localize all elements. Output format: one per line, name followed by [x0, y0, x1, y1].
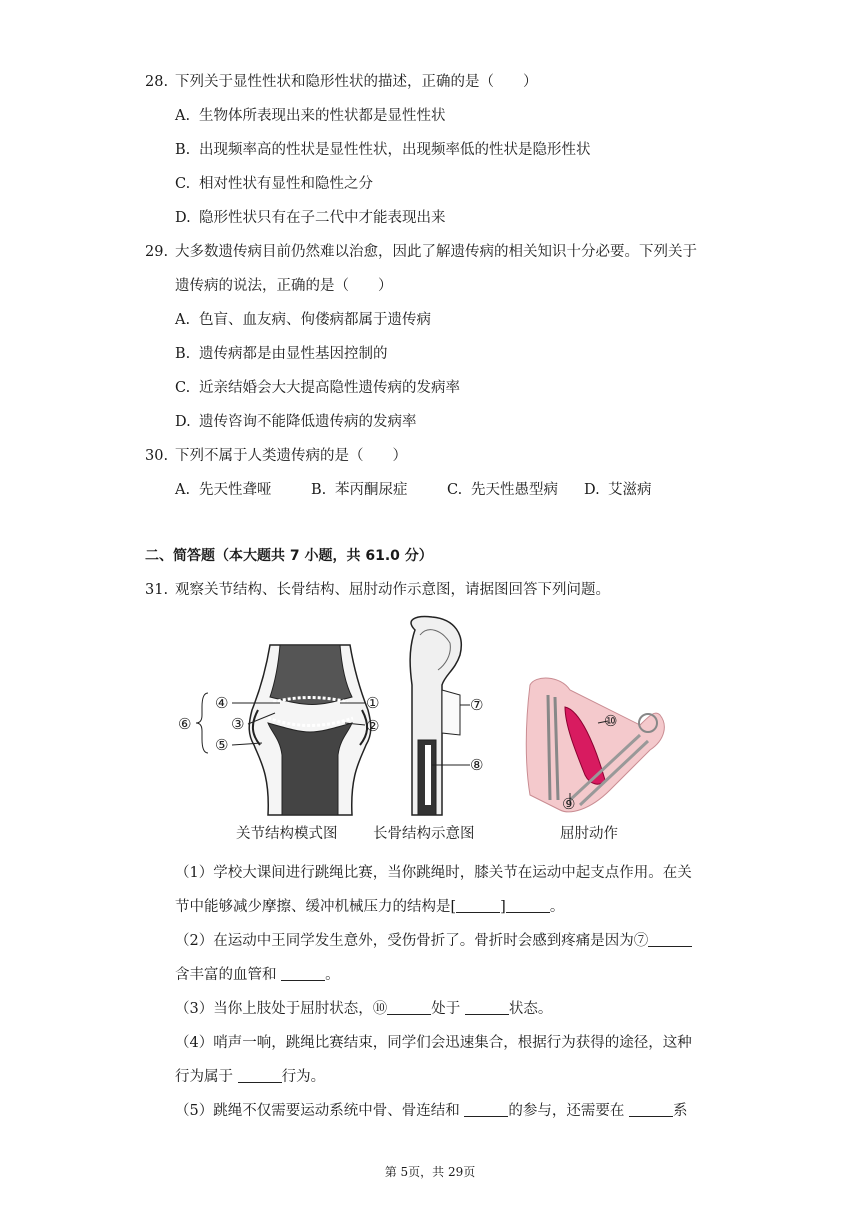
- mark-4: ④: [215, 694, 229, 712]
- subquestion-1: （1）学校大课间进行跳绳比赛，当你跳绳时，膝关节在运动中起支点作用。在关: [175, 865, 692, 881]
- option-b: B. 苯丙酮尿症: [311, 482, 408, 498]
- option-c: C. 先天性愚型病: [447, 482, 558, 498]
- question-stem: 观察关节结构、长骨结构、屈肘动作示意图，请据图回答下列问题。: [175, 582, 610, 598]
- mark-8: ⑧: [470, 756, 484, 774]
- subquestion-4-cont: 行为属于 行为。: [175, 1069, 326, 1085]
- option-c: C. 相对性状有显性和隐性之分: [175, 176, 373, 192]
- answer-blank[interactable]: [465, 1000, 509, 1015]
- option-b: B. 出现频率高的性状是显性性状，出现频率低的性状是隐形性状: [175, 142, 591, 158]
- answer-blank[interactable]: [629, 1102, 673, 1117]
- caption-joint: 关节结构模式图: [236, 826, 338, 842]
- elbow-flexion-diagram: [526, 678, 664, 812]
- question-stem: 大多数遗传病目前仍然难以治愈，因此了解遗传病的相关知识十分必要。下列关于: [175, 244, 697, 260]
- mark-5: ⑤: [215, 736, 229, 754]
- mark-2: ②: [366, 717, 380, 735]
- long-bone-diagram: [410, 617, 470, 815]
- section-heading: 二、简答题（本大题共 7 小题，共 61.0 分）: [145, 548, 433, 564]
- question-stem: 下列关于显性性状和隐形性状的描述，正确的是（ ）: [175, 74, 538, 90]
- subquestion-3: （3）当你上肢处于屈肘状态，⑩ 处于 状态。: [175, 1001, 553, 1017]
- question-30: [145, 446, 407, 466]
- question-number: 29.: [145, 244, 169, 260]
- mark-3: ③: [231, 715, 245, 733]
- answer-blank[interactable]: [387, 1000, 431, 1015]
- anatomy-figure: [170, 615, 710, 850]
- mark-6: ⑥: [178, 715, 192, 733]
- subquestion-2: （2）在运动中王同学发生意外，受伤骨折了。骨折时会感到疼痛是因为⑦: [175, 931, 692, 951]
- subquestion-2-cont: 含丰富的血管和 。: [175, 967, 340, 983]
- subquestion-5: （5）跳绳不仅需要运动系统中骨、骨连结和 的参与，还需要在 系: [175, 1103, 688, 1119]
- question-31: [145, 580, 610, 600]
- answer-blank[interactable]: [648, 932, 692, 947]
- answer-blank[interactable]: [456, 898, 500, 913]
- answer-blank[interactable]: [506, 898, 550, 913]
- answer-blank[interactable]: [238, 1068, 282, 1083]
- answer-blank[interactable]: [281, 966, 325, 981]
- caption-elbow: 屈肘动作: [560, 826, 618, 842]
- question-stem: 下列不属于人类遗传病的是（ ）: [175, 448, 407, 464]
- option-d: D. 遗传咨询不能降低遗传病的发病率: [175, 414, 417, 430]
- option-d: D. 艾滋病: [584, 482, 652, 498]
- question-number: 31.: [145, 582, 169, 598]
- page-footer: 第 5页，共 29页: [384, 1165, 476, 1179]
- option-d: D. 隐形性状只有在子二代中才能表现出来: [175, 210, 446, 226]
- option-c: C. 近亲结婚会大大提高隐性遗传病的发病率: [175, 380, 460, 396]
- option-b: B. 遗传病都是由显性基因控制的: [175, 346, 388, 362]
- question-number: 30.: [145, 448, 169, 464]
- answer-blank[interactable]: [464, 1102, 508, 1117]
- caption-bone: 长骨结构示意图: [373, 826, 475, 842]
- option-a: A. 先天性聋哑: [175, 482, 272, 498]
- option-a: A. 生物体所表现出来的性状都是显性性状: [175, 108, 446, 124]
- option-a: A. 色盲、血友病、佝偻病都属于遗传病: [175, 312, 431, 328]
- question-28: [145, 72, 538, 92]
- joint-diagram: [196, 645, 371, 815]
- mark-1: ①: [366, 694, 380, 712]
- subquestion-1-cont: 节中能够减少摩擦、缓冲机械压力的结构是[ ] 。: [175, 899, 565, 915]
- mark-10: ⑩: [604, 712, 618, 730]
- mark-7: ⑦: [470, 696, 484, 714]
- question-number: 28.: [145, 74, 169, 90]
- question-stem-cont: 遗传病的说法，正确的是（ ）: [175, 278, 393, 294]
- mark-9: ⑨: [562, 795, 576, 813]
- subquestion-4: （4）哨声一响，跳绳比赛结束，同学们会迅速集合，根据行为获得的途径，这种: [175, 1035, 692, 1051]
- question-29: [145, 242, 697, 262]
